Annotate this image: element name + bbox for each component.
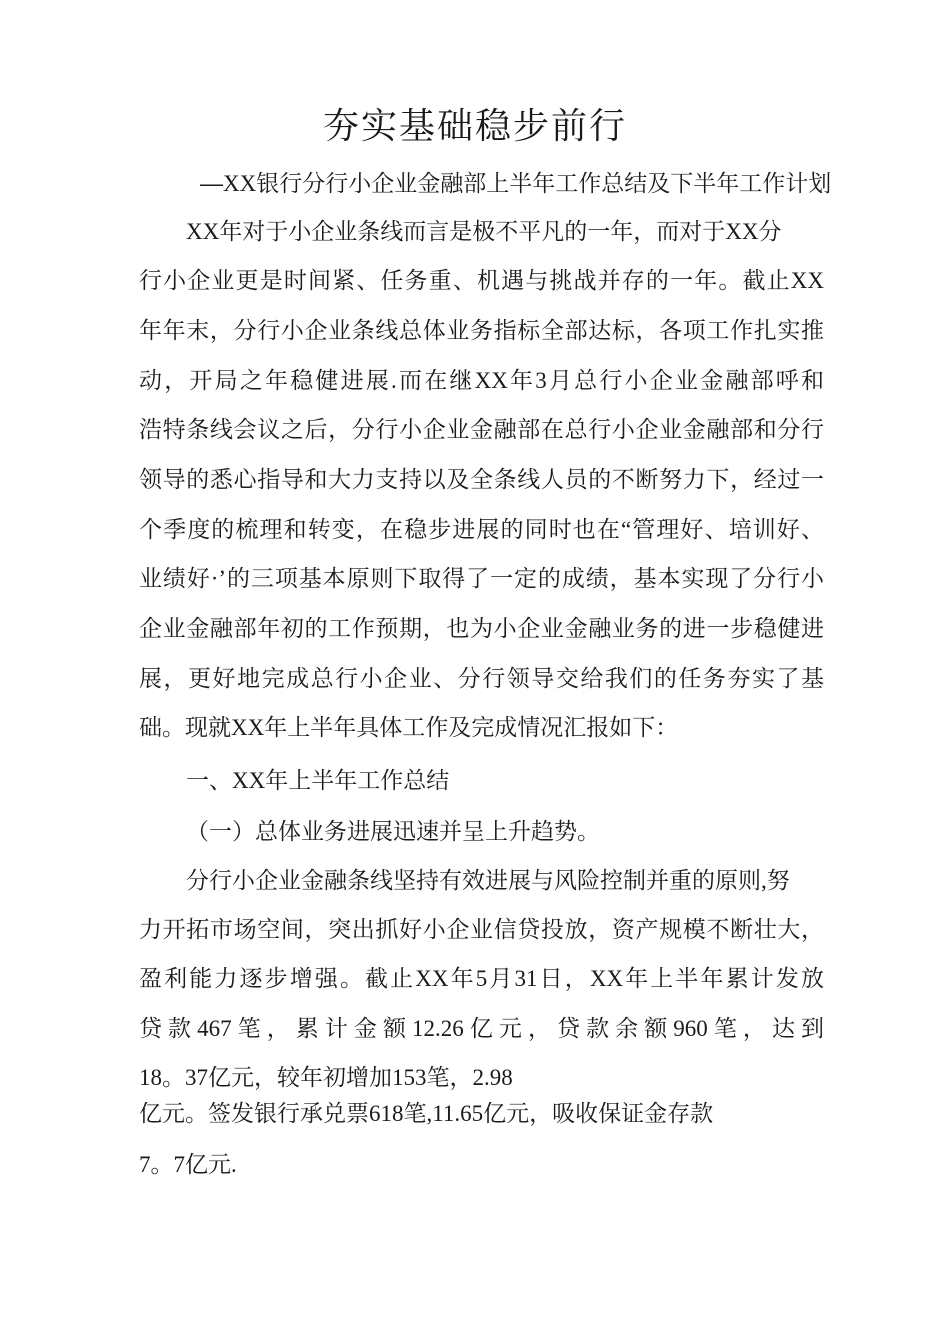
paragraph2-line: 盈利能力逐步增强。截止XX年5月31日，XX年上半年累计发放 [139, 966, 824, 991]
paragraph1-line: 行小企业更是时间紧、任务重、机遇与挑战并存的一年。截止XX [139, 268, 824, 293]
paragraph1-line: 础。现就XX年上半年具体工作及完成情况汇报如下： [139, 715, 679, 740]
paragraph2-line: 亿元。签发银行承兑票618笔,11.65亿元，吸收保证金存款 [139, 1101, 714, 1126]
paragraph1-line: 领导的悉心指导和大力支持以及全条线人员的不断努力下，经过一 [139, 467, 824, 492]
document-title: 夯实基础稳步前行 [322, 106, 627, 146]
paragraph1-line: 业绩好·’的三项基本原则下取得了一定的成绩，基本实现了分行小 [139, 566, 824, 591]
subsection-heading: （一）总体业务进展迅速并呈上升趋势。 [186, 819, 600, 844]
paragraph1-line: 动，开局之年稳健进展.而在继XX年3月总行小企业金融部呼和 [139, 368, 824, 393]
paragraph1-line: 浩特条线会议之后，分行小企业金融部在总行小企业金融部和分行 [139, 417, 824, 442]
paragraph1-line: 展，更好地完成总行小企业、分行领导交给我们的任务夯实了基 [139, 666, 824, 691]
paragraph2-line: 7。7亿元. [139, 1152, 237, 1177]
paragraph1-line: XX年对于小企业条线而言是极不平凡的一年，而对于XX分 [186, 219, 782, 244]
section-heading: 一、XX年上半年工作总结 [186, 768, 450, 793]
paragraph2-line: 力开拓市场空间，突出抓好小企业信贷投放，资产规模不断壮大， [139, 917, 824, 942]
paragraph2-line: 分行小企业金融条线坚持有效进展与风险控制并重的原则,努 [186, 868, 790, 893]
paragraph1-line: 企业金融部年初的工作预期，也为小企业金融业务的进一步稳健进 [139, 616, 824, 641]
paragraph1-line: 个季度的梳理和转变，在稳步进展的同时也在“管理好、培训好、 [139, 517, 824, 542]
paragraph2-line: 贷款467笔，累计金额12.26亿元，贷款余额960笔，达到 [139, 1016, 824, 1041]
document-subtitle [200, 166, 831, 201]
subtitle-dash: — [200, 170, 223, 196]
paragraph2-line: 18。37亿元，较年初增加153笔，2.98 [139, 1065, 513, 1090]
paragraph1-line: 年年末，分行小企业条线总体业务指标全部达标，各项工作扎实推 [139, 318, 824, 343]
subtitle-text: XX银行分行小企业金融部上半年工作总结及下半年工作计划 [223, 171, 832, 196]
